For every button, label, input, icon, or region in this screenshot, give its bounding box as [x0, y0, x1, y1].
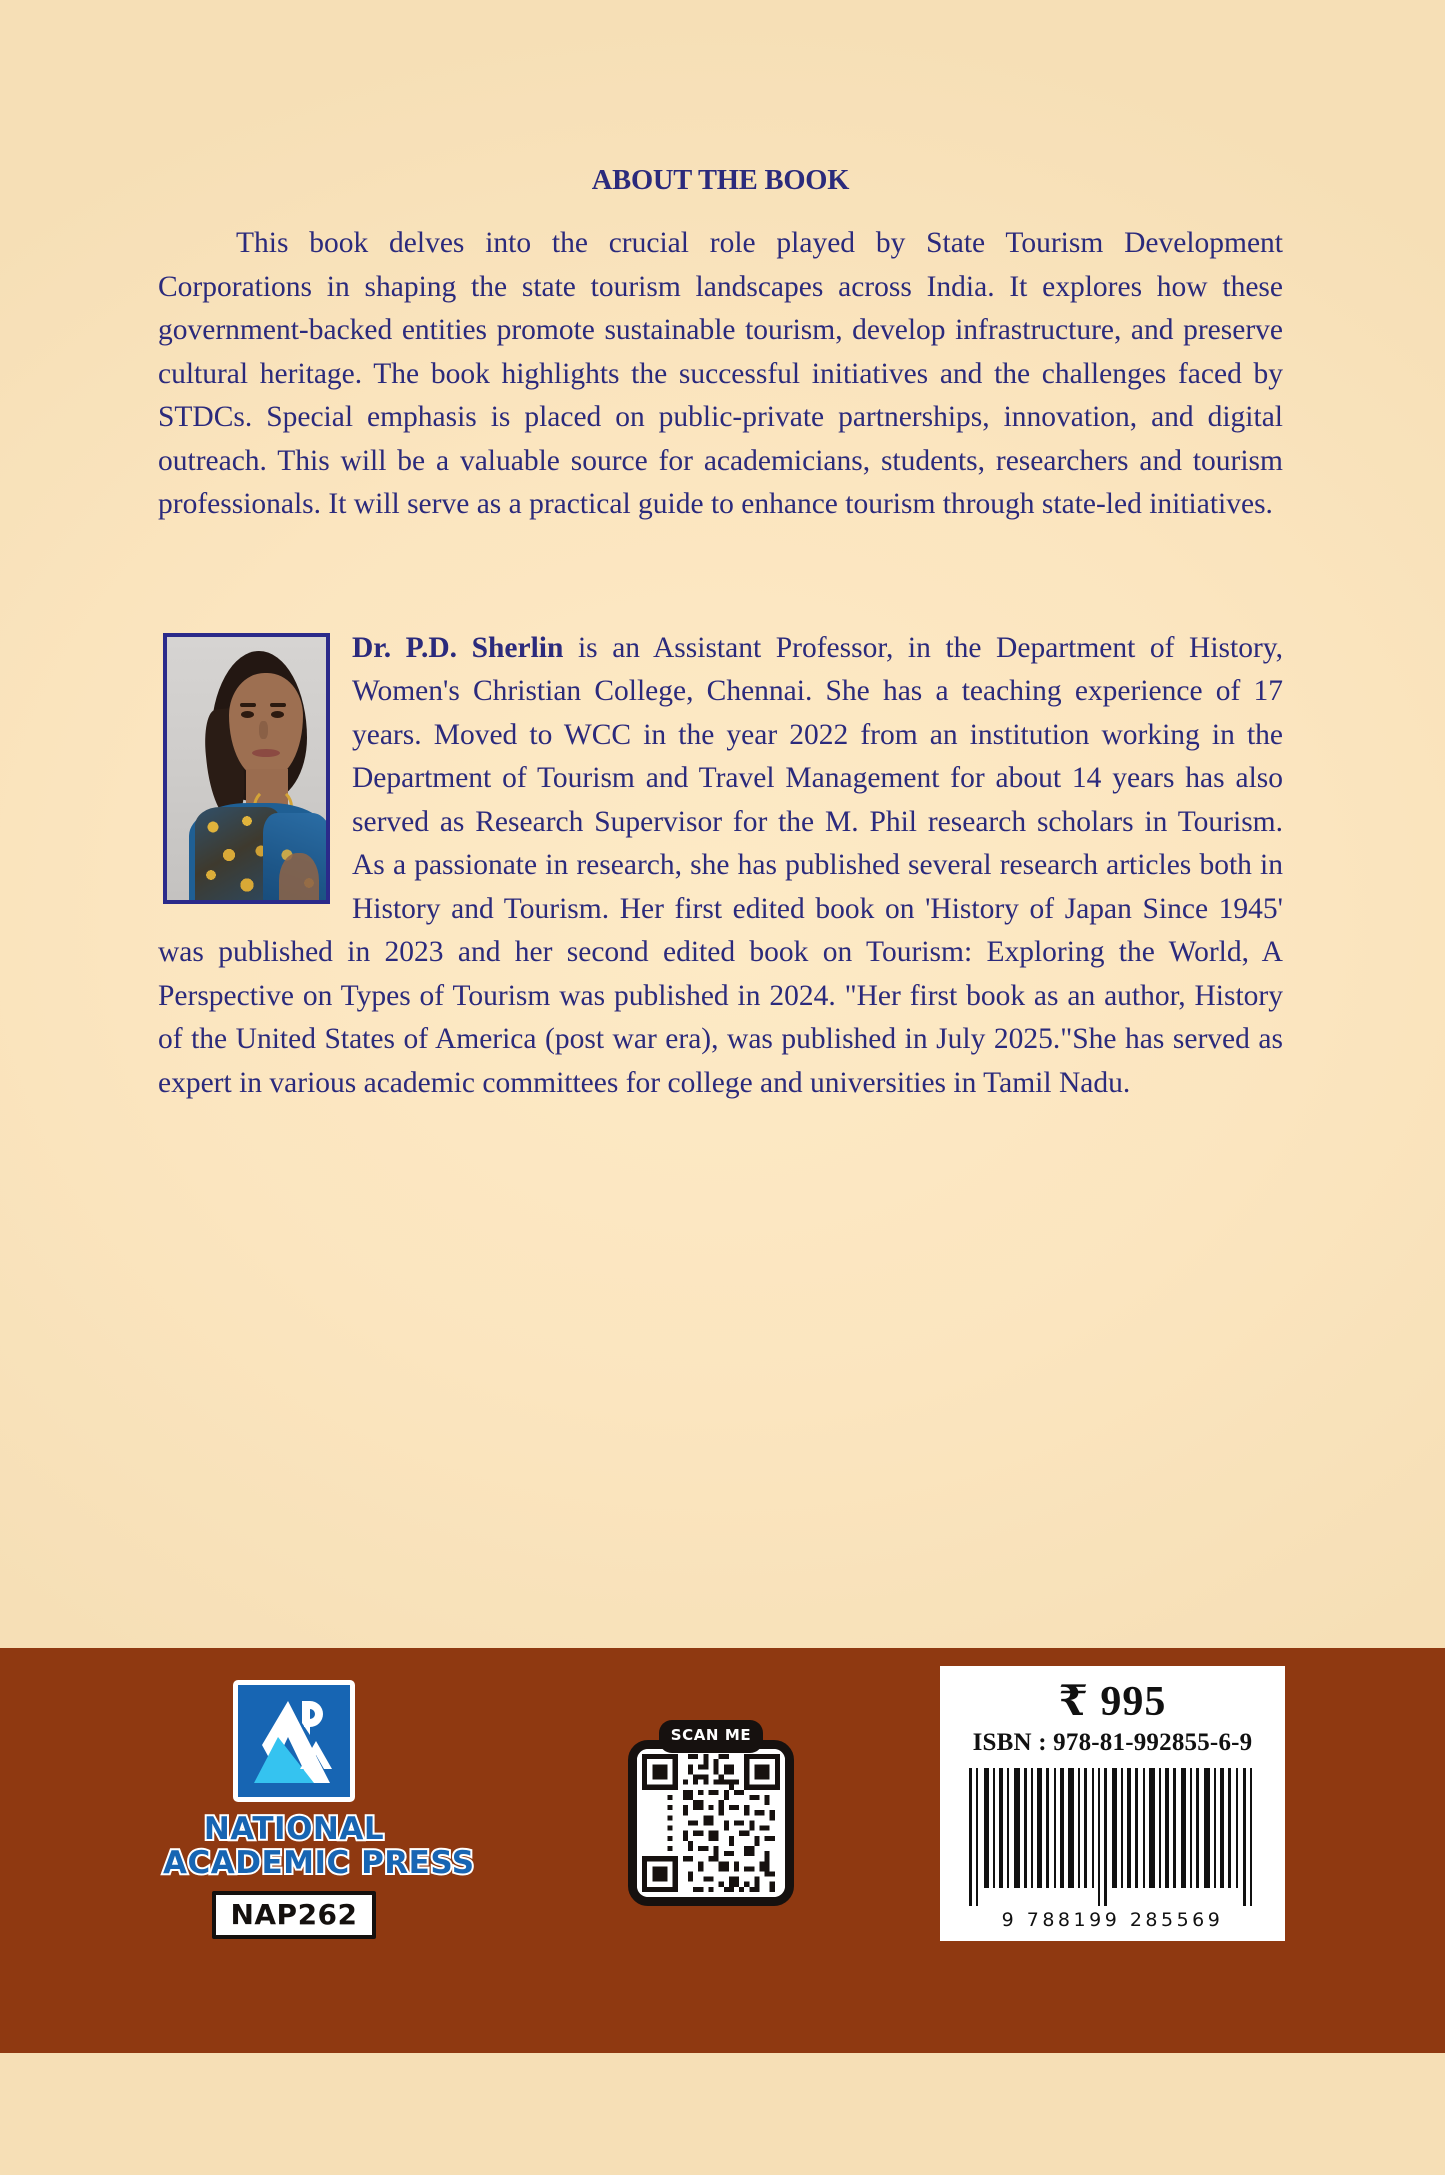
qr-code-icon[interactable]	[628, 1740, 794, 1906]
footer-band	[0, 1648, 1445, 2053]
content-area	[158, 0, 1283, 1640]
price-value: ₹ 995	[1058, 1679, 1167, 1725]
publisher-code-badge: NAP262	[212, 1891, 375, 1939]
author-bio-text: is an Assistant Professor, in the Department of History, Women's Christian College, Chennai. She has a teaching experience of 17 years. Moved to WCC in the year 2022 from an institution working in the Department of Tourism and Travel Management for about 14 years has also served as Research Supervisor for the M. Phil research scholars in Tourism. As a passionate in research, she has published several research articles both in History and Tourism. Her first edited book on 'History of Japan Since 1945' was published in 2023 and her second edited book on Tourism: Exploring the World, A Perspective on Types of Tourism was published in 2024. "Her first book as an author, History of the United States of America (post war era), was published in July 2025."She has served as expert in various academic committees for college and universities in Tamil Nadu.	[158, 631, 1283, 1099]
barcode-icon	[954, 1768, 1271, 1908]
author-bio-block	[158, 627, 1283, 1106]
about-the-book-paragraph: This book delves into the crucial role played by State Tourism Development Corporations in shaping the state tourism landscapes across India. It explores how these government-backed entities promote sustainable tourism, develop infrastructure, and preserve cultural heritage. The book highlights the successful initiatives and the challenges faced by STDCs. Special emphasis is placed on public-private partnerships, innovation, and digital outreach. This will be a valuable source for academicians, students, researchers and tourism professionals. It will serve as a practical guide to enhance tourism through state-led initiatives.	[158, 227, 1283, 520]
publisher-name-line1: NATIONAL	[203, 1811, 385, 1847]
author-photo-image	[167, 637, 326, 900]
publisher-name	[163, 1811, 475, 1881]
isbn-price-block	[940, 1666, 1285, 1941]
about-the-book-heading: ABOUT THE BOOK	[591, 165, 850, 196]
scan-me-label: SCAN ME	[659, 1720, 763, 1753]
author-name: Dr. P.D. Sherlin	[352, 631, 564, 664]
isbn-number: ISBN : 978-81-992855-6-9	[972, 1729, 1253, 1756]
author-photo	[163, 633, 330, 904]
barcode-digits: 9 788199 285569	[1001, 1909, 1224, 1931]
publisher-name-line2: ACADEMIC PRESS	[163, 1845, 475, 1881]
qr-code-block[interactable]	[628, 1720, 794, 1906]
nap-logo-icon	[233, 1680, 355, 1802]
publisher-block	[163, 1680, 475, 1939]
